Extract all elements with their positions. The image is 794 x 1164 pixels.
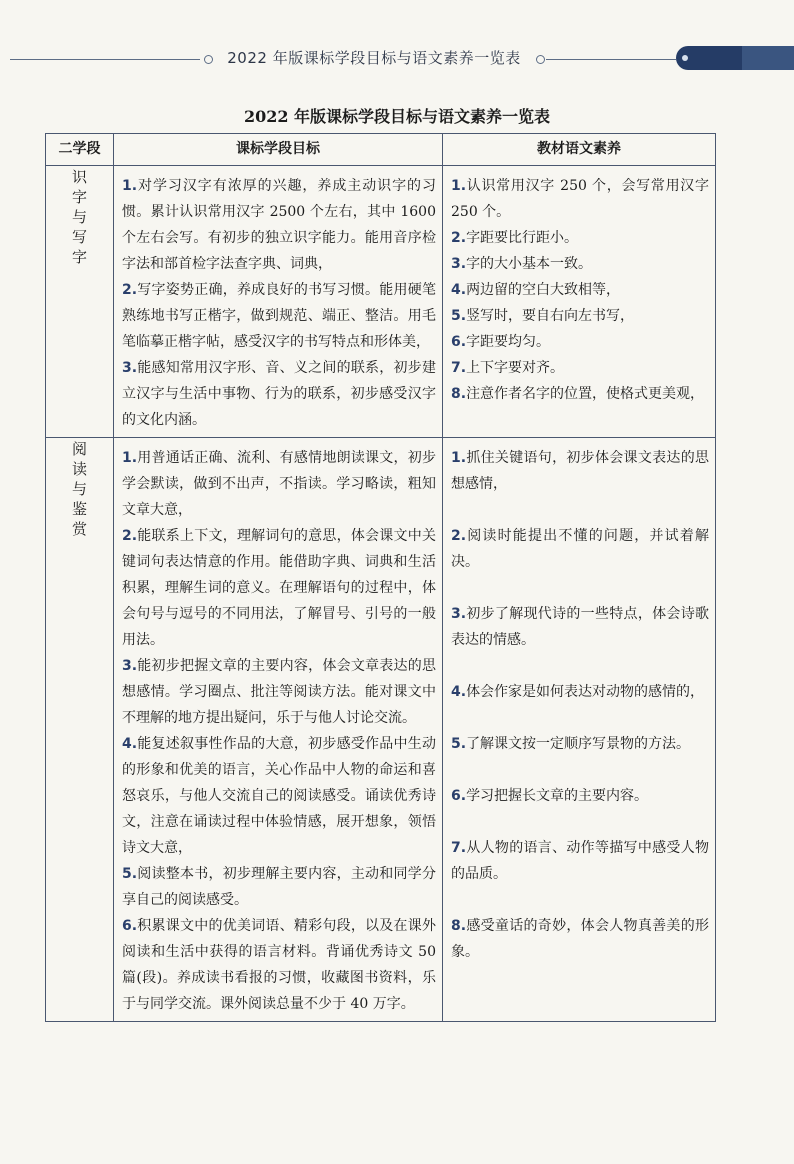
literacy-item xyxy=(451,251,709,277)
item-text: 对学习汉字有浓厚的兴趣，养成主动识字的习惯。累计认识常用汉字 2500 个左右，其中 1600 个左右会写。有初步的独立识字能力。能用音序检字法和部首检字法查字典、词典， xyxy=(122,178,436,272)
item-number: 1. xyxy=(122,178,138,194)
item-number: 4. xyxy=(122,736,138,752)
literacy-item xyxy=(451,679,709,705)
item-number: 5. xyxy=(122,866,138,882)
literacy-item xyxy=(451,835,709,887)
item-text: 了解课文按一定顺序写景物的方法。 xyxy=(466,736,691,752)
header-rule-right xyxy=(546,59,676,60)
item-number: 6. xyxy=(451,334,467,350)
item-text: 学习把握长文章的主要内容。 xyxy=(466,788,649,804)
running-header xyxy=(0,44,794,74)
stage-label: 阅读与鉴赏 xyxy=(71,440,87,538)
item-number: 8. xyxy=(451,918,467,934)
item-number: 2. xyxy=(122,528,138,544)
item-number: 1. xyxy=(451,178,467,194)
item-text: 初步了解现代诗的一些特点，体会诗歌表达的情感。 xyxy=(451,606,709,648)
item-number: 6. xyxy=(451,788,467,804)
item-number: 3. xyxy=(451,606,467,622)
stage-cell xyxy=(46,438,114,1022)
item-text: 抓住关键语句，初步体会课文表达的思想感情， xyxy=(451,450,709,492)
literacy-cell xyxy=(443,166,716,438)
item-text: 能复述叙事性作品的大意，初步感受作品中生动的形象和优美的语言，关心作品中人物的命运和喜怒哀乐，与他人交流自己的阅读感受。诵读优秀诗文，注意在诵读过程中体验情感，展开想象，领悟诗文大意， xyxy=(122,736,436,856)
literacy-item xyxy=(451,303,709,329)
goals-table xyxy=(45,133,716,1022)
item-number: 4. xyxy=(451,684,467,700)
page-corner-tab xyxy=(676,46,742,70)
item-number: 6. xyxy=(122,918,138,934)
goals-cell xyxy=(114,166,443,438)
goal-item xyxy=(122,355,436,433)
goal-item xyxy=(122,731,436,861)
item-text: 阅读时能提出不懂的问题，并试着解决。 xyxy=(451,528,709,570)
literacy-item xyxy=(451,381,709,407)
stage-cell xyxy=(46,166,114,438)
header-ornament-right xyxy=(536,55,545,64)
goal-item xyxy=(122,445,436,523)
item-number: 1. xyxy=(122,450,138,466)
literacy-item xyxy=(451,913,709,965)
item-number: 3. xyxy=(122,658,138,674)
item-text: 阅读整本书，初步理解主要内容，主动和同学分享自己的阅读感受。 xyxy=(122,866,436,908)
item-number: 7. xyxy=(451,360,467,376)
item-text: 能感知常用汉字形、音、义之间的联系，初步建立汉字与生活中事物、行为的联系，初步感受汉字的文化内涵。 xyxy=(122,360,436,428)
item-text: 字距要比行距小。 xyxy=(466,230,579,246)
literacy-item xyxy=(451,329,709,355)
item-number: 4. xyxy=(451,282,467,298)
header-stage: 二学段 xyxy=(46,134,114,166)
table-row xyxy=(46,438,716,1022)
goal-item xyxy=(122,653,436,731)
item-number: 2. xyxy=(451,528,467,544)
document-title: 2022 年版课标学段目标与语文素养一览表 xyxy=(243,107,551,126)
goal-item xyxy=(122,173,436,277)
literacy-item xyxy=(451,225,709,251)
literacy-item xyxy=(451,601,709,653)
literacy-item xyxy=(451,277,709,303)
literacy-item xyxy=(451,445,709,497)
item-text: 积累课文中的优美词语、精彩句段，以及在课外阅读和生活中获得的语言材料。背诵优秀诗文 50 篇(段)。养成读书看报的习惯，收藏图书资料，乐于与同学交流。课外阅读总量不少于 40 万字。 xyxy=(122,918,436,1012)
table-row xyxy=(46,166,716,438)
goals-cell xyxy=(114,438,443,1022)
item-number: 3. xyxy=(122,360,138,376)
item-text: 认识常用汉字 250 个，会写常用汉字 250 个。 xyxy=(451,178,709,220)
item-number: 2. xyxy=(122,282,138,298)
item-text: 字距要均匀。 xyxy=(466,334,551,350)
literacy-cell xyxy=(443,438,716,1022)
literacy-item xyxy=(451,731,709,757)
item-text: 上下字要对齐。 xyxy=(466,360,565,376)
table-header-row xyxy=(46,134,716,166)
literacy-item xyxy=(451,783,709,809)
header-literacy: 教材语文素养 xyxy=(443,134,716,166)
literacy-item xyxy=(451,523,709,575)
item-text: 从人物的语言、动作等描写中感受人物的品质。 xyxy=(451,840,709,882)
item-number: 1. xyxy=(451,450,467,466)
item-text: 字的大小基本一致。 xyxy=(466,256,593,272)
item-text: 能联系上下文，理解词句的意思，体会课文中关键词句表达情意的作用。能借助字典、词典和生活积累，理解生词的意义。在理解语句的过程中，体会句号与逗号的不同用法，了解冒号、引号的一般用法。 xyxy=(122,528,436,648)
literacy-item xyxy=(451,355,709,381)
stage-label: 识字与写字 xyxy=(71,168,87,266)
goal-item xyxy=(122,277,436,355)
item-text: 能初步把握文章的主要内容，体会文章表达的思想感情。学习圈点、批注等阅读方法。能对课文中不理解的地方提出疑问，乐于与他人讨论交流。 xyxy=(122,658,436,726)
item-number: 7. xyxy=(451,840,467,856)
header-rule-left xyxy=(10,59,200,60)
table-body xyxy=(46,166,716,1022)
item-number: 5. xyxy=(451,308,467,324)
goal-item xyxy=(122,861,436,913)
page-corner-stripe xyxy=(742,46,794,70)
item-number: 2. xyxy=(451,230,467,246)
running-header-title: 2022 年版课标学段目标与语文素养一览表 xyxy=(227,49,521,67)
item-number: 3. xyxy=(451,256,467,272)
item-text: 两边留的空白大致相等， xyxy=(466,282,621,298)
goal-item xyxy=(122,523,436,653)
item-text: 体会作家是如何表达对动物的感情的， xyxy=(466,684,705,700)
item-text: 用普通话正确、流利、有感情地朗读课文，初步学会默读，做到不出声，不指读。学习略读，粗知文章大意， xyxy=(122,450,436,518)
literacy-item xyxy=(451,173,709,225)
item-text: 竖写时，要自右向左书写， xyxy=(466,308,635,324)
item-text: 注意作者名字的位置，使格式更美观， xyxy=(466,386,705,402)
item-number: 8. xyxy=(451,386,467,402)
tab-dot-icon xyxy=(682,55,688,61)
item-text: 写字姿势正确，养成良好的书写习惯。能用硬笔熟练地书写正楷字，做到规范、端正、整洁。用毛笔临摹正楷字帖，感受汉字的书写特点和形体美， xyxy=(122,282,436,350)
header-goals: 课标学段目标 xyxy=(114,134,443,166)
item-number: 5. xyxy=(451,736,467,752)
item-text: 感受童话的奇妙，体会人物真善美的形象。 xyxy=(451,918,709,960)
goal-item xyxy=(122,913,436,1017)
header-ornament-left xyxy=(204,55,213,64)
